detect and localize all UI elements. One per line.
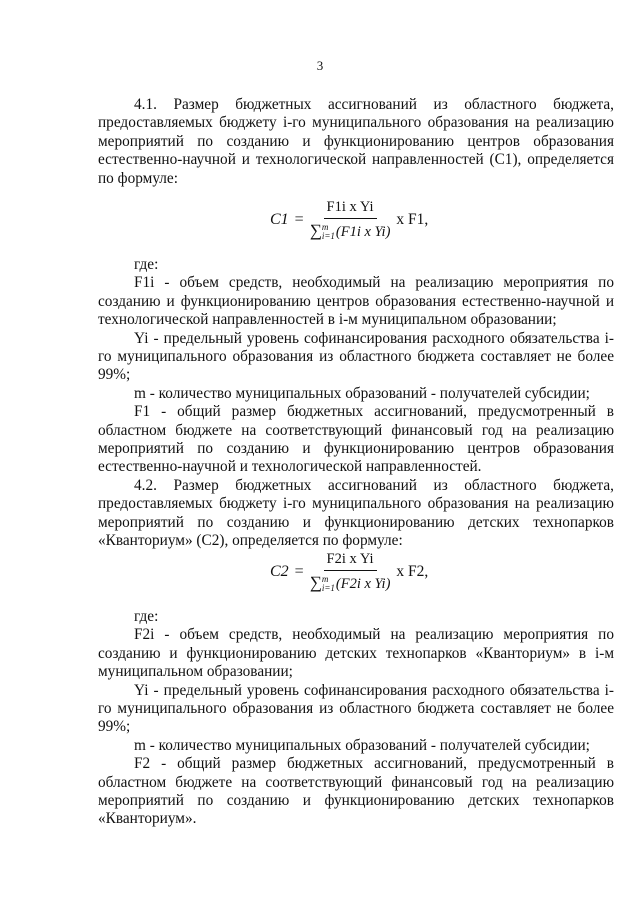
where-label-2: где:	[134, 608, 159, 625]
definition-f2i: F2i - объем средств, необходимый на реализацию мероприятия по созданию и функционированию детских технопарков «Кванториум» в i-м муниципальном образовании;	[98, 626, 614, 681]
formula-c1-sigma: ∑	[309, 220, 322, 240]
formula-c2-limits	[322, 575, 335, 593]
formula-c2-rhs: x F2,	[396, 563, 429, 580]
formula-c1-denominator	[310, 219, 391, 242]
formula-c2-den-body: (F2i x Yi)	[335, 575, 391, 592]
definition-f1i: F1i - объем средств, необходимый на реализацию мероприятия по созданию и функционированию центров образования естественно-научной и технологической направленностей в i-м муниципальном образовании;	[98, 274, 614, 329]
paragraph-4-2: 4.2. Размер бюджетных ассигнований из областного бюджета, предоставляемых бюджету i-го муниципального образования на реализацию мероприятий по созданию и функционированию детских технопарков «Кванториум» (С2), определяется по формуле:	[98, 476, 614, 550]
definition-m-1: m - количество муниципальных образований - получателей субсидии;	[134, 384, 590, 402]
definition-yi-2: Yi - предельный уровень софинансирования расходного обязательства i-го муниципального образования из областного бюджета составляет не более 99%;	[98, 681, 614, 736]
formula-c1-sup: m	[321, 222, 329, 233]
formula-c2-fraction	[310, 551, 391, 594]
where-label-1: где:	[134, 256, 159, 273]
definition-f1: F1 - общий размер бюджетных ассигнований, предусмотренный в областном бюджете на соответствующий финансовый год на реализацию мероприятий по созданию и функционированию центров образования естественно-научной и технологической направленностей.	[98, 403, 614, 476]
formula-c1-fraction	[310, 199, 391, 242]
formula-c2-sub: i=1	[321, 583, 335, 594]
formula-c1-body	[270, 194, 428, 246]
formula-c2-lhs: C2	[270, 563, 289, 580]
formula-c2-numerator: F2i x Yi	[324, 551, 377, 571]
paragraph-4-1: 4.1. Размер бюджетных ассигнований из областного бюджета, предоставляемых бюджету i-го муниципального образования на реализацию мероприятий по созданию и функционированию центров образования естественно-научной и технологической направленностей (С1), определяется по формуле:	[98, 96, 614, 187]
formula-c2-sigma: ∑	[309, 572, 322, 592]
formula-c2-denominator	[310, 571, 391, 594]
formula-c2-sup: m	[321, 574, 329, 585]
page-number: 3	[316, 58, 324, 73]
definitions-4-1	[98, 256, 614, 551]
formula-c1-limits	[322, 223, 335, 241]
formula-c1-sub: i=1	[321, 231, 335, 242]
definition-m-2: m - количество муниципальных образований - получателей субсидии;	[134, 736, 590, 754]
formula-c1-den-body: (F1i x Yi)	[335, 223, 391, 240]
definition-f2: F2 - общий размер бюджетных ассигнований, предусмотренный в областном бюджете на соответствующий финансовый год на реализацию мероприятий по созданию и функционированию детских технопарков «Кванториум».	[98, 755, 614, 828]
formula-c2-equals: =	[294, 563, 304, 580]
formula-c1-equals: =	[294, 211, 304, 228]
formula-c2-body	[270, 546, 428, 598]
definitions-4-2	[98, 608, 614, 829]
formula-c2	[0, 546, 640, 598]
formula-c1	[0, 194, 640, 246]
formula-c1-numerator: F1i x Yi	[324, 199, 377, 219]
definition-yi-1: Yi - предельный уровень софинансирования расходного обязательства i-го муниципального образования из областного бюджета составляет не более 99%;	[98, 329, 614, 384]
formula-c1-lhs: C1	[270, 211, 289, 228]
section-4-1	[98, 96, 614, 188]
formula-c1-rhs: x F1,	[396, 211, 429, 228]
